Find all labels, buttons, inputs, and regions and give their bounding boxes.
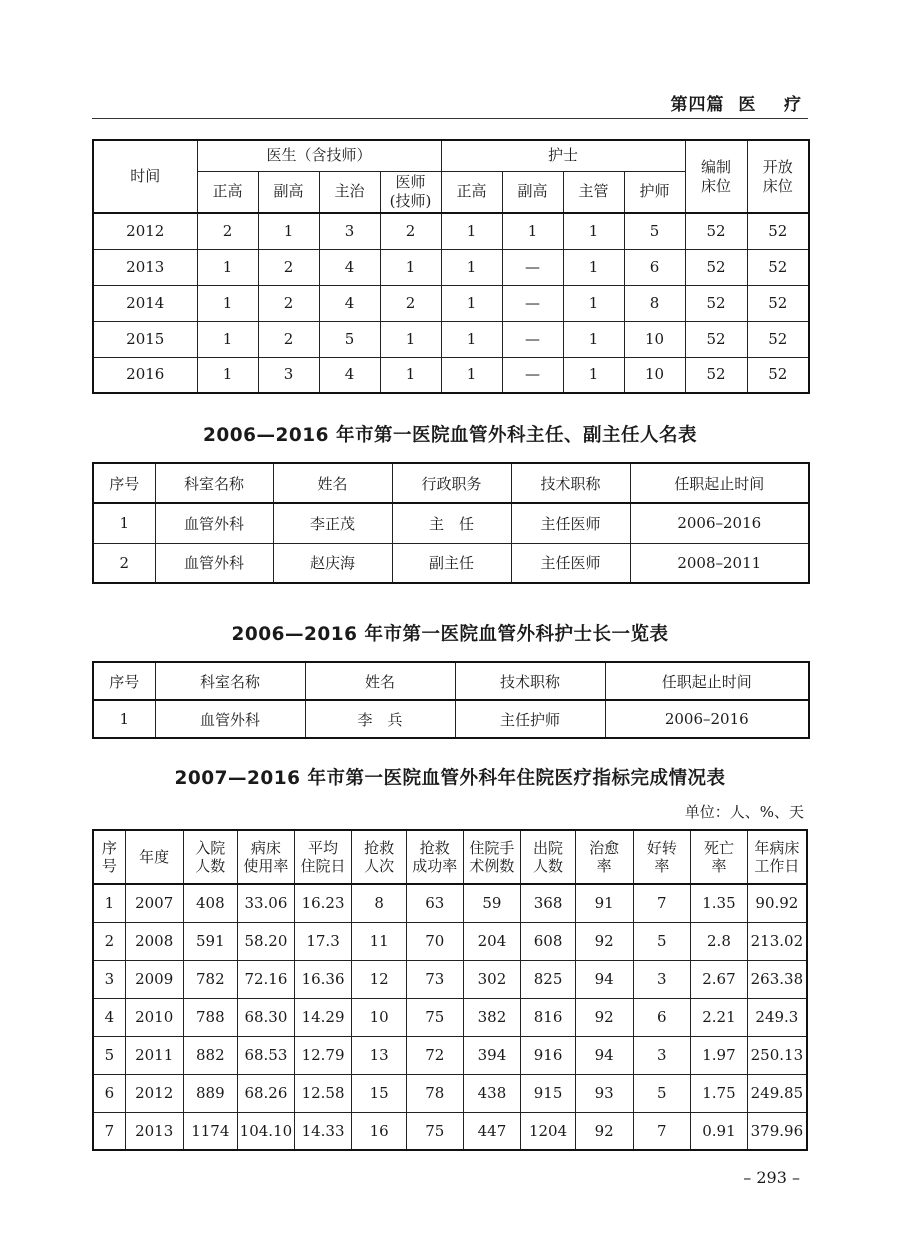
table-cell: 213.02: [747, 922, 807, 960]
table-cell: 1204: [521, 1112, 576, 1150]
table-cell: —: [502, 249, 563, 285]
table-cell: 93: [575, 1074, 633, 1112]
table-cell: 382: [463, 998, 521, 1036]
table-cell: 52: [747, 249, 809, 285]
table-cell: 3: [633, 1036, 691, 1074]
table-cell: 1: [441, 321, 502, 357]
staffing-subheader: 副高: [258, 171, 319, 213]
staffing-header-beds-open: 开放 床位: [747, 140, 809, 213]
table-cell: 4: [319, 285, 380, 321]
running-head: 第四篇 医 疗: [670, 95, 802, 115]
table-cell: 16: [352, 1112, 407, 1150]
table-row: [93, 213, 809, 249]
table-cell: 916: [521, 1036, 576, 1074]
table-cell: 3: [319, 213, 380, 249]
table-cell: 1: [563, 249, 624, 285]
table-cell: 1: [197, 321, 258, 357]
table-cell: 52: [685, 285, 747, 321]
table-cell: 2006–2016: [630, 503, 809, 543]
table-cell: 52: [685, 213, 747, 249]
table-cell: 2012: [125, 1074, 183, 1112]
table-cell: 91: [575, 884, 633, 922]
table-cell: 6: [633, 998, 691, 1036]
table-cell: 1: [197, 249, 258, 285]
table-cell: 2: [93, 543, 155, 583]
table-cell: 4: [319, 249, 380, 285]
table-cell: 10: [624, 357, 685, 393]
table-cell: 52: [685, 249, 747, 285]
table-cell: 52: [685, 357, 747, 393]
indicators-header: 入院 人数: [183, 830, 238, 884]
table-cell: 70: [406, 922, 463, 960]
table-row: [93, 700, 809, 738]
indicators-header: 治愈 率: [575, 830, 633, 884]
table-cell: 14.29: [294, 998, 352, 1036]
staffing-subheader: 医师 (技师): [380, 171, 441, 213]
table-cell: 1: [563, 213, 624, 249]
table-cell: 血管外科: [155, 503, 273, 543]
table-cell: 889: [183, 1074, 238, 1112]
table-cell: 2013: [125, 1112, 183, 1150]
table-cell: 2009: [125, 960, 183, 998]
table-row: [93, 960, 807, 998]
head-nurse-table: [92, 661, 810, 739]
table-row: [93, 321, 809, 357]
table-cell: 2: [258, 285, 319, 321]
table-cell: 1: [441, 357, 502, 393]
table-cell: 788: [183, 998, 238, 1036]
directors-header: 科室名称: [155, 463, 273, 503]
table-cell: 2011: [125, 1036, 183, 1074]
table-cell: 副主任: [392, 543, 511, 583]
table-cell: 17.3: [294, 922, 352, 960]
table-cell: 主 任: [392, 503, 511, 543]
table-row: [93, 1074, 807, 1112]
table-cell: 11: [352, 922, 407, 960]
directors-header: 技术职称: [511, 463, 630, 503]
table-cell: 12: [352, 960, 407, 998]
table-cell: 主任医师: [511, 543, 630, 583]
table-cell: 血管外科: [155, 543, 273, 583]
staffing-subheader: 护师: [624, 171, 685, 213]
directors-header: 任职起止时间: [630, 463, 809, 503]
staffing-subheader: 主管: [563, 171, 624, 213]
indicators-header: 平均 住院日: [294, 830, 352, 884]
table-cell: 52: [747, 213, 809, 249]
table-cell: 2008: [125, 922, 183, 960]
table-cell: 2006–2016: [605, 700, 809, 738]
table-cell: 李正茂: [273, 503, 392, 543]
table-cell: 52: [685, 321, 747, 357]
table-cell: 2: [380, 213, 441, 249]
table-cell: 263.38: [747, 960, 807, 998]
staffing-header-nurse: 护士: [441, 140, 685, 171]
table-cell: 4: [319, 357, 380, 393]
table-cell: 1: [380, 321, 441, 357]
table-cell: 882: [183, 1036, 238, 1074]
table-cell: —: [502, 321, 563, 357]
table-cell: 1: [441, 249, 502, 285]
table-cell: —: [502, 285, 563, 321]
table-cell: 1: [441, 285, 502, 321]
table-row: [93, 249, 809, 285]
table-cell: 血管外科: [155, 700, 305, 738]
table-cell: 52: [747, 357, 809, 393]
table-cell: 2013: [93, 249, 197, 285]
table-cell: 816: [521, 998, 576, 1036]
table-cell: 1: [502, 213, 563, 249]
directors-header: 行政职务: [392, 463, 511, 503]
staffing-header-time: 时间: [93, 140, 197, 213]
table-cell: 5: [633, 922, 691, 960]
indicators-header: 抢救 人次: [352, 830, 407, 884]
table-cell: 2: [258, 249, 319, 285]
table-cell: 250.13: [747, 1036, 807, 1074]
table-row: [93, 503, 809, 543]
table-cell: 2016: [93, 357, 197, 393]
table-cell: 608: [521, 922, 576, 960]
table-cell: 8: [352, 884, 407, 922]
table-cell: 72.16: [238, 960, 295, 998]
unit-note: 单位：人、%、天: [684, 803, 804, 821]
table-cell: 249.85: [747, 1074, 807, 1112]
table-cell: 10: [624, 321, 685, 357]
staffing-subheader: 副高: [502, 171, 563, 213]
table-row: [93, 884, 807, 922]
table-cell: 59: [463, 884, 521, 922]
table-cell: 16.36: [294, 960, 352, 998]
table-cell: 408: [183, 884, 238, 922]
indicators-header: 抢救 成功率: [406, 830, 463, 884]
table-cell: 7: [633, 884, 691, 922]
table-cell: 1: [197, 357, 258, 393]
table-cell: 2: [197, 213, 258, 249]
indicators-header: 住院手 术例数: [463, 830, 521, 884]
table-cell: 1.97: [691, 1036, 748, 1074]
table-cell: 1: [93, 884, 125, 922]
head-nurse-table-title: 2006—2016 年市第一医院血管外科护士长一览表: [231, 624, 669, 645]
table-cell: 591: [183, 922, 238, 960]
table-cell: 52: [747, 285, 809, 321]
table-cell: 7: [633, 1112, 691, 1150]
indicators-table: [92, 829, 808, 1151]
table-row: [93, 543, 809, 583]
table-cell: 52: [747, 321, 809, 357]
table-cell: 1.75: [691, 1074, 748, 1112]
directors-table: [92, 462, 810, 584]
table-cell: 73: [406, 960, 463, 998]
table-cell: 394: [463, 1036, 521, 1074]
table-cell: 1: [93, 700, 155, 738]
table-cell: 1: [258, 213, 319, 249]
staffing-header-beds-fixed: 编制 床位: [685, 140, 747, 213]
table-row: [93, 285, 809, 321]
table-cell: 368: [521, 884, 576, 922]
indicators-header: 死亡 率: [691, 830, 748, 884]
table-cell: 1: [197, 285, 258, 321]
table-cell: 68.30: [238, 998, 295, 1036]
table-cell: 1: [563, 321, 624, 357]
table-cell: 90.92: [747, 884, 807, 922]
table-cell: 915: [521, 1074, 576, 1112]
header-rule: [92, 118, 808, 119]
table-cell: 94: [575, 1036, 633, 1074]
table-cell: 68.26: [238, 1074, 295, 1112]
table-cell: 2008–2011: [630, 543, 809, 583]
table-cell: 1: [563, 357, 624, 393]
table-cell: 1: [563, 285, 624, 321]
table-cell: 3: [633, 960, 691, 998]
table-cell: 92: [575, 998, 633, 1036]
indicators-header: 出院 人数: [521, 830, 576, 884]
table-cell: 主任医师: [511, 503, 630, 543]
table-cell: 1.35: [691, 884, 748, 922]
table-cell: 33.06: [238, 884, 295, 922]
head-nurse-header: 科室名称: [155, 662, 305, 700]
table-cell: 825: [521, 960, 576, 998]
directors-header: 序号: [93, 463, 155, 503]
table-cell: 2015: [93, 321, 197, 357]
table-row: [93, 922, 807, 960]
table-cell: 72: [406, 1036, 463, 1074]
table-cell: 2.67: [691, 960, 748, 998]
table-cell: 16.23: [294, 884, 352, 922]
staffing-header-doctor: 医生（含技师）: [197, 140, 441, 171]
head-nurse-header: 任职起止时间: [605, 662, 809, 700]
table-cell: 104.10: [238, 1112, 295, 1150]
indicators-header: 好转 率: [633, 830, 691, 884]
table-cell: 10: [352, 998, 407, 1036]
staffing-subheader: 主治: [319, 171, 380, 213]
table-cell: 63: [406, 884, 463, 922]
page-number: – 293 –: [743, 1168, 800, 1187]
table-cell: 68.53: [238, 1036, 295, 1074]
directors-header: 姓名: [273, 463, 392, 503]
indicators-header: 年度: [125, 830, 183, 884]
table-cell: 78: [406, 1074, 463, 1112]
table-cell: 2010: [125, 998, 183, 1036]
table-cell: 5: [319, 321, 380, 357]
table-cell: 5: [624, 213, 685, 249]
table-cell: 13: [352, 1036, 407, 1074]
head-nurse-header: 技术职称: [455, 662, 605, 700]
staffing-subheader: 正高: [197, 171, 258, 213]
staffing-table: [92, 139, 810, 394]
table-cell: 5: [633, 1074, 691, 1112]
table-row: [93, 357, 809, 393]
table-cell: 2: [93, 922, 125, 960]
table-cell: 李 兵: [305, 700, 455, 738]
table-cell: 2: [258, 321, 319, 357]
table-cell: 2007: [125, 884, 183, 922]
indicators-table-title: 2007—2016 年市第一医院血管外科年住院医疗指标完成情况表: [174, 768, 726, 789]
table-cell: 379.96: [747, 1112, 807, 1150]
table-row: [93, 1112, 807, 1150]
table-cell: 438: [463, 1074, 521, 1112]
table-cell: 15: [352, 1074, 407, 1112]
table-cell: 2012: [93, 213, 197, 249]
table-cell: 302: [463, 960, 521, 998]
table-cell: 204: [463, 922, 521, 960]
table-cell: 4: [93, 998, 125, 1036]
table-cell: 3: [93, 960, 125, 998]
table-row: [93, 998, 807, 1036]
table-cell: 2: [380, 285, 441, 321]
directors-table-title: 2006—2016 年市第一医院血管外科主任、副主任人名表: [203, 425, 697, 446]
table-cell: 8: [624, 285, 685, 321]
table-cell: 赵庆海: [273, 543, 392, 583]
table-cell: 6: [93, 1074, 125, 1112]
table-cell: 75: [406, 1112, 463, 1150]
table-cell: 5: [93, 1036, 125, 1074]
table-cell: 主任护师: [455, 700, 605, 738]
table-cell: 2014: [93, 285, 197, 321]
head-nurse-header: 序号: [93, 662, 155, 700]
table-row: [93, 1036, 807, 1074]
staffing-subheader: 正高: [441, 171, 502, 213]
table-cell: 75: [406, 998, 463, 1036]
table-cell: 249.3: [747, 998, 807, 1036]
table-cell: 2.8: [691, 922, 748, 960]
table-cell: 1174: [183, 1112, 238, 1150]
indicators-header: 年病床 工作日: [747, 830, 807, 884]
table-cell: 58.20: [238, 922, 295, 960]
table-cell: —: [502, 357, 563, 393]
head-nurse-header: 姓名: [305, 662, 455, 700]
table-cell: 12.79: [294, 1036, 352, 1074]
indicators-header: 病床 使用率: [238, 830, 295, 884]
table-cell: 7: [93, 1112, 125, 1150]
table-cell: 92: [575, 1112, 633, 1150]
table-cell: 1: [380, 249, 441, 285]
table-cell: 94: [575, 960, 633, 998]
table-cell: 14.33: [294, 1112, 352, 1150]
table-cell: 12.58: [294, 1074, 352, 1112]
table-cell: 3: [258, 357, 319, 393]
table-cell: 1: [441, 213, 502, 249]
table-cell: 1: [380, 357, 441, 393]
table-cell: 782: [183, 960, 238, 998]
table-cell: 1: [93, 503, 155, 543]
table-cell: 2.21: [691, 998, 748, 1036]
table-cell: 6: [624, 249, 685, 285]
table-cell: 0.91: [691, 1112, 748, 1150]
table-cell: 447: [463, 1112, 521, 1150]
table-cell: 92: [575, 922, 633, 960]
indicators-header: 序 号: [93, 830, 125, 884]
